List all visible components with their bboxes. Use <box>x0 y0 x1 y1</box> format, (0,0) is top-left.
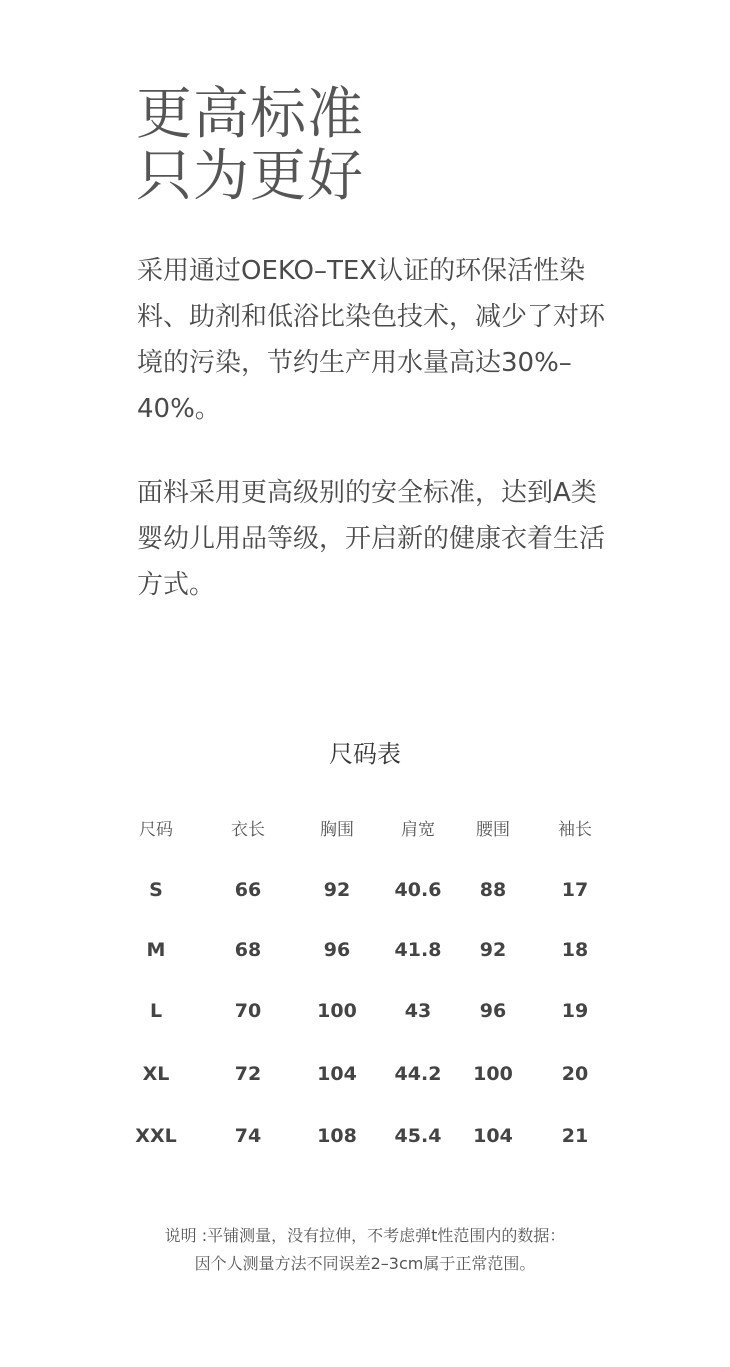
size-chart-title: 尺码表 <box>329 740 401 768</box>
table-cell: 104 <box>473 1125 513 1147</box>
table-row <box>0 1118 730 1154</box>
measurement-note <box>0 1222 730 1278</box>
header-cell-size: 尺码 <box>139 820 173 840</box>
table-cell: 41.8 <box>394 939 442 961</box>
table-cell: 21 <box>561 1125 589 1147</box>
table-cell: S <box>149 879 163 901</box>
header-cell-shoulder: 肩宽 <box>401 820 435 840</box>
table-cell: 20 <box>561 1063 589 1085</box>
table-cell: 66 <box>234 879 262 901</box>
table-cell: 96 <box>323 939 351 961</box>
table-cell: 68 <box>234 939 262 961</box>
table-cell: 44.2 <box>394 1063 442 1085</box>
header-cell-chest: 胸围 <box>320 820 354 840</box>
table-cell: 74 <box>234 1125 262 1147</box>
table-cell: 17 <box>561 879 589 901</box>
description-paragraph-safety: 面料采用更高级别的安全标准，达到A类婴幼儿用品等级，开启新的健康衣着生活方式。 <box>137 478 606 600</box>
table-row <box>0 872 730 908</box>
table-cell: 104 <box>317 1063 357 1085</box>
table-cell: M <box>146 939 166 961</box>
table-cell: 108 <box>317 1125 357 1147</box>
measurement-note-line-2: 因个人测量方法不同误差2–3cm属于正常范围。 <box>194 1254 536 1273</box>
table-cell: L <box>149 1000 163 1022</box>
size-chart-header-row <box>0 812 730 848</box>
headline <box>136 84 364 208</box>
table-cell: 96 <box>479 1000 507 1022</box>
header-cell-waist: 腰围 <box>476 820 510 840</box>
table-cell: 92 <box>323 879 351 901</box>
table-row <box>0 1056 730 1092</box>
header-cell-length: 衣长 <box>231 820 265 840</box>
table-cell: 100 <box>317 1000 357 1022</box>
table-cell: 19 <box>561 1000 589 1022</box>
description-paragraph-eco: 采用通过OEKO–TEX认证的环保活性染料、助剂和低浴比染色技术，减少了对环境的污染，节约生产用水量高达30%–40%。 <box>137 256 606 424</box>
table-cell: 40.6 <box>394 879 442 901</box>
table-cell: 100 <box>473 1063 513 1085</box>
headline-line-2: 只为更好 <box>136 144 364 209</box>
table-row <box>0 993 730 1029</box>
table-cell: 72 <box>234 1063 262 1085</box>
table-cell: XXL <box>135 1125 177 1147</box>
table-cell: XL <box>142 1063 170 1085</box>
table-cell: 18 <box>561 939 589 961</box>
table-cell: 70 <box>234 1000 262 1022</box>
headline-line-1: 更高标准 <box>136 82 364 147</box>
table-cell: 45.4 <box>394 1125 442 1147</box>
table-cell: 88 <box>479 879 507 901</box>
header-cell-sleeve: 袖长 <box>558 820 592 840</box>
table-cell: 43 <box>404 1000 432 1022</box>
table-row <box>0 932 730 968</box>
table-cell: 92 <box>479 939 507 961</box>
measurement-note-line-1: 说明 :平铺测量，没有拉伸，不考虑弹t性范围内的数据： <box>164 1226 566 1245</box>
